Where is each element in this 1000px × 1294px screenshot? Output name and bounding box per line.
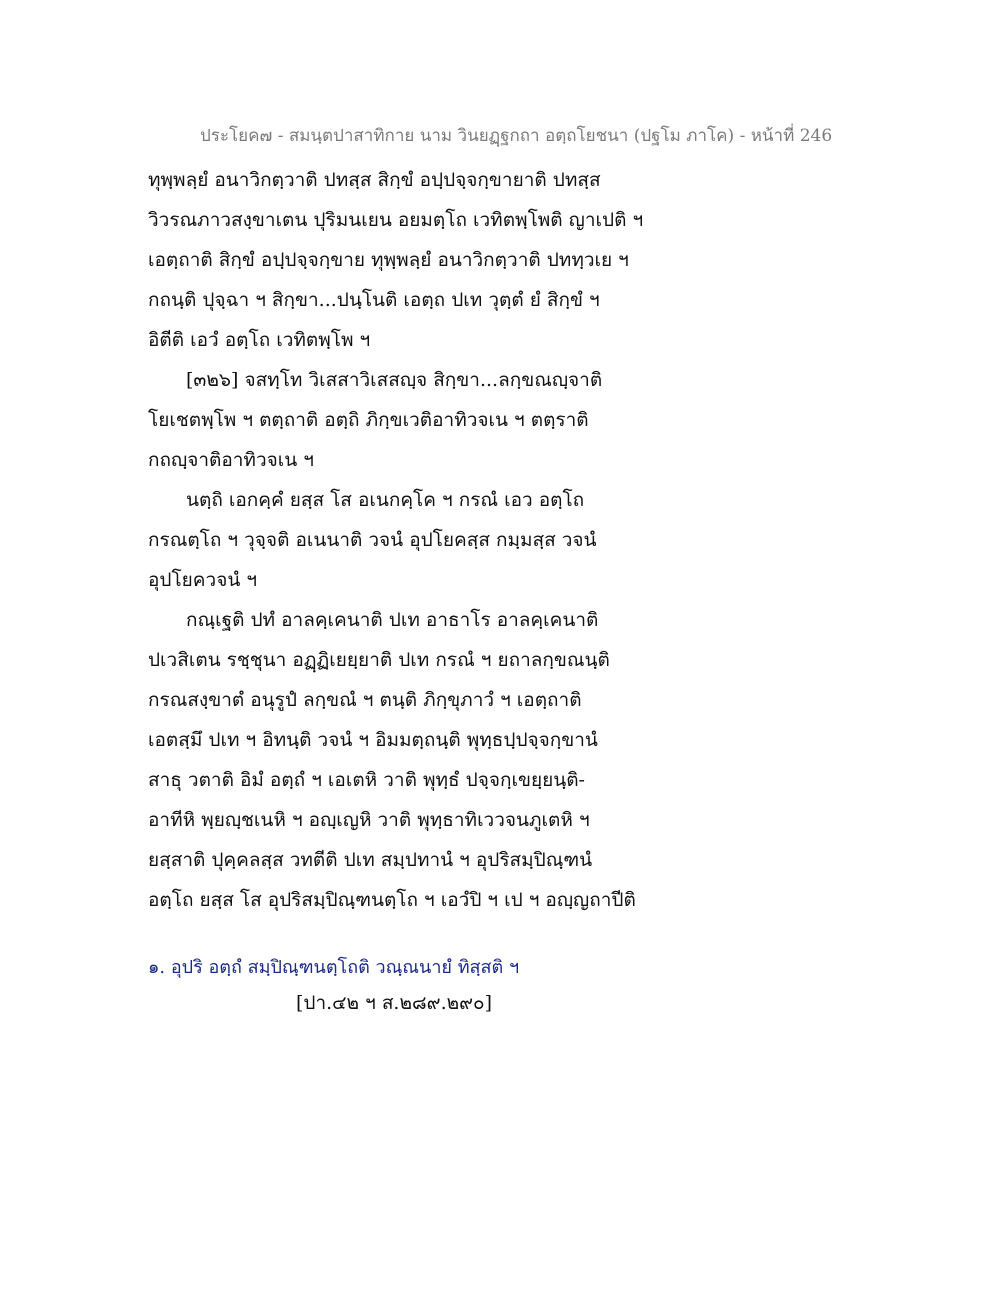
text-line: กถญฺจาติอาทิวจเน ฯ [148, 449, 314, 471]
text-line: ปเวสิเตน รชฺชุนา อฏฺฏิเยยฺยาติ ปเท กรณํ ฯ ยถาลกฺขณนฺติ [148, 649, 610, 671]
text-line: ทุพฺพลฺยํ อนาวิกตฺวาติ ปทสฺส สิกฺขํ อปฺปจฺจกฺขายาติ ปทสฺส [148, 169, 601, 191]
body-text [148, 160, 868, 920]
paragraph-start-line: [๓๒๖] จสทฺโท วิเสสาวิเสสญฺจ สิกฺขา...ลกฺขณญฺจาติ [186, 369, 603, 391]
text-line: เอตสฺมึ ปเท ฯ อิทนฺติ วจนํ ฯ อิมมตฺถนฺติ พุทฺธปฺปจฺจกฺขานํ [148, 729, 598, 751]
text-line: วิวรณภาวสงฺขาเตน ปุริมนเยน อยมตฺโถ เวทิตพฺโพติ ญาเปติ ฯ [148, 209, 644, 231]
text-line: เอตฺถาติ สิกฺขํ อปฺปจฺจกฺขาย ทุพฺพลฺยํ อนาวิกตฺวาติ ปททฺวเย ฯ [148, 249, 629, 271]
text-line: อาทีหิ พฺยญฺชเนหิ ฯ อญฺเญหิ วาติ พุทฺธาทิเววจนภูเตหิ ฯ [148, 809, 590, 831]
text-line: กถนฺติ ปุจฺฉา ฯ สิกฺขา...ปนฺโนติ เอตฺถ ปเท วุตฺตํ ยํ สิกฺขํ ฯ [148, 289, 600, 311]
text-line: อิตีติ เอวํ อตฺโถ เวทิตพฺโพ ฯ [148, 329, 371, 351]
paragraph-start-line: กณฺเฐติ ปทํ อาลคฺเคนาติ ปเท อาธาโร อาลคฺเคนาติ [186, 609, 599, 631]
text-line: กรณตฺโถ ฯ วุจฺจติ อเนนาติ วจนํ อุปโยคสฺส กมฺมสฺส วจนํ [148, 529, 597, 551]
page-reference: [ปา.๔๒ ฯ ส.๒๘๙.๒๙๐] [296, 992, 493, 1014]
text-line: สาธุ วตาติ อิมํ อตฺถํ ฯ เอเตหิ วาติ พุทฺธํ ปจฺจกฺเขยฺยนฺติ- [148, 769, 585, 791]
footnote: ๑. อุปริ อตฺถํ สมฺปิณฺฑนตฺโถติ วณฺณนายํ ทิสฺสติ ฯ [148, 957, 520, 978]
text-line: อุปโยควจนํ ฯ [148, 569, 258, 591]
text-line: อตฺโถ ยสฺส โส อุปริสมฺปิณฺฑนตฺโถ ฯ เอวํปิ ฯ เป ฯ อญฺญถาปีติ [148, 889, 636, 911]
text-line: โยเชตพฺโพ ฯ ตตฺถาติ อตฺถิ ภิกฺขเวติอาทิวจเน ฯ ตตฺราติ [148, 409, 589, 431]
text-line: กรณสงฺขาตํ อนุรูปํ ลกฺขณํ ฯ ตนฺติ ภิกฺขุภาวํ ฯ เอตฺถาติ [148, 689, 582, 711]
page-header: ประโยค๗ - สมนฺตปาสาทิกาย นาม วินยฏฺฐกถา อตฺถโยชนา (ปฐโม ภาโค) - หน้าที่ 246 [200, 126, 833, 146]
text-line: ยสฺสาติ ปุคฺคลสฺส วทตีติ ปเท สมฺปทานํ ฯ อุปริสมฺปิณฺฑนํ [148, 849, 593, 871]
paragraph-start-line: นตฺถิ เอกคฺคํ ยสฺส โส อเนกคฺโค ฯ กรณํ เอว อตฺโถ [186, 489, 585, 511]
